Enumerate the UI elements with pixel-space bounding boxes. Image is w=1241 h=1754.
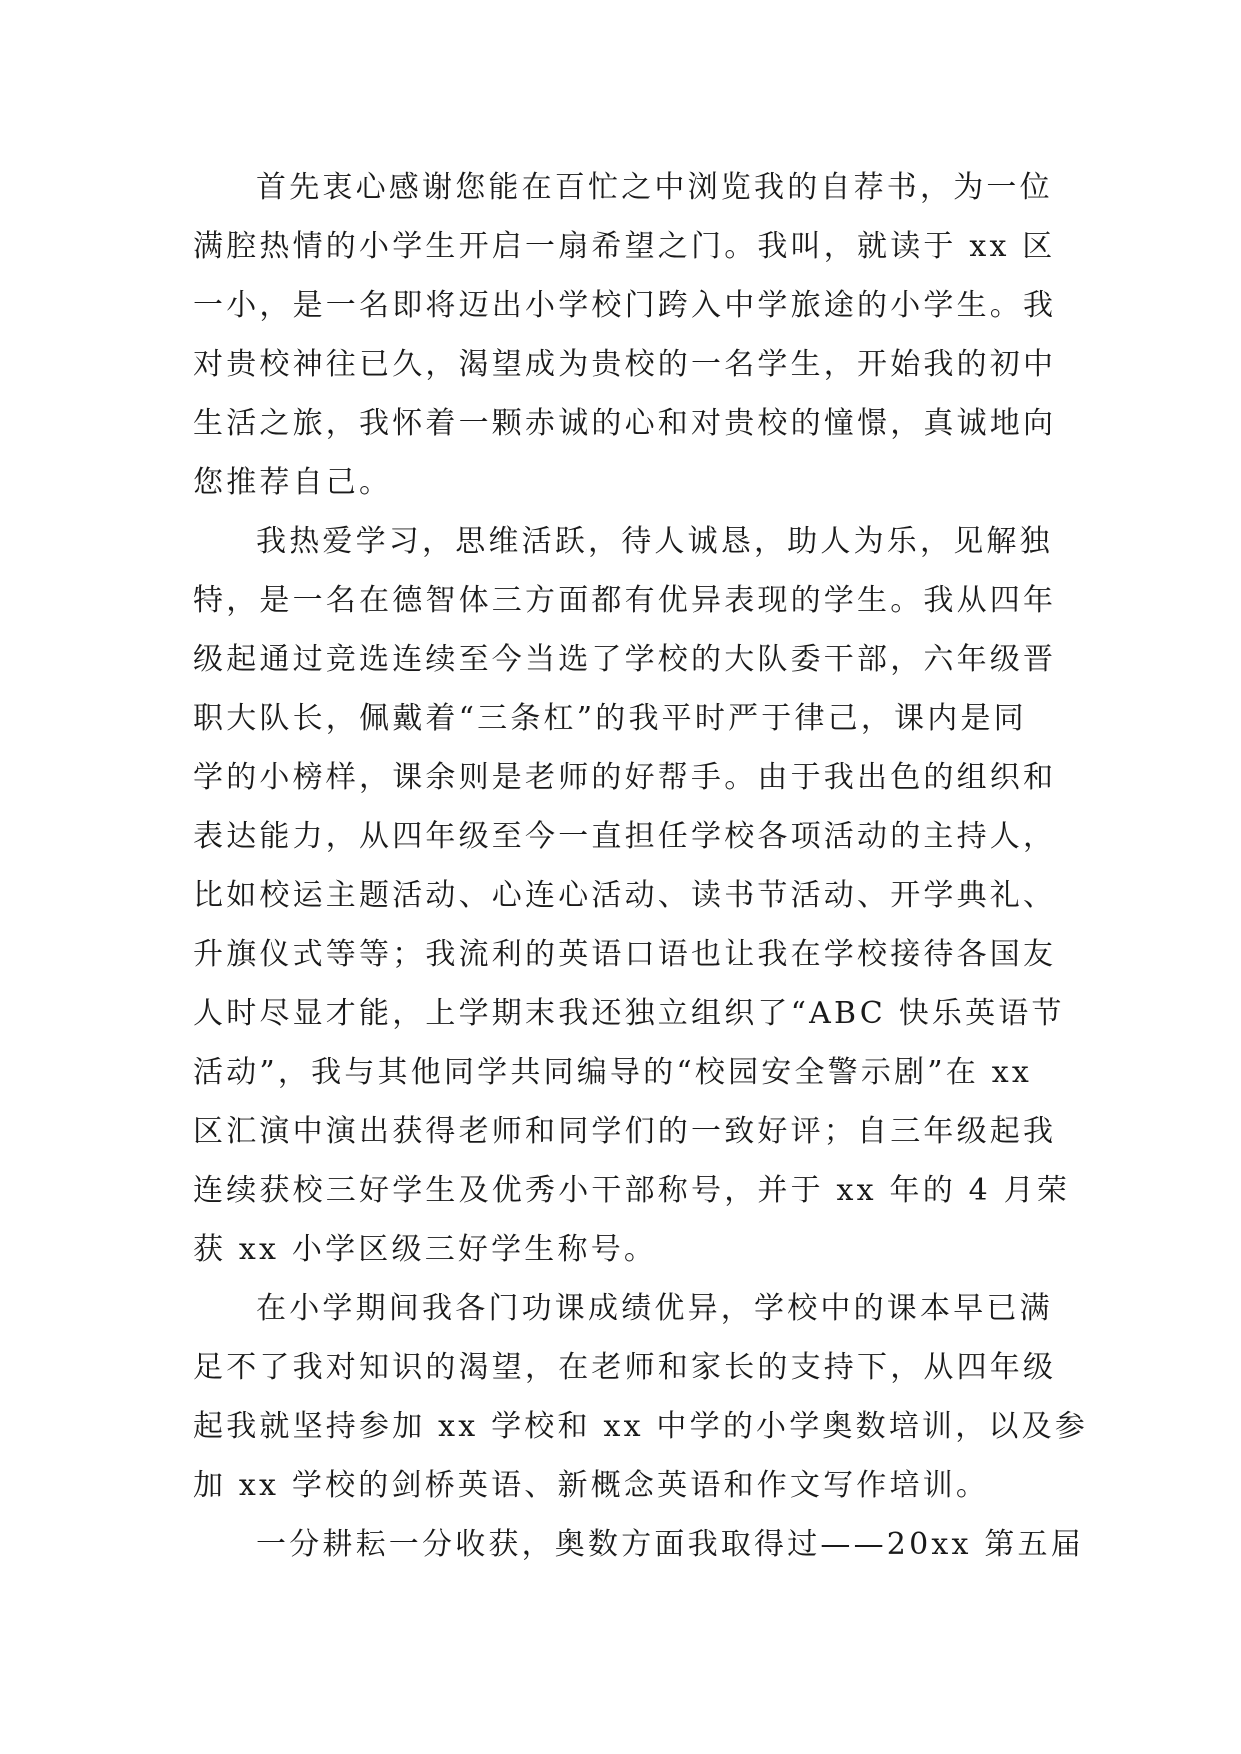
text-line: 连续获校三好学生及优秀小干部称号，并于 xx 年的 4 月荣 (193, 1173, 1071, 1208)
text-line: 职大队长，佩戴着“三条杠”的我平时严于律己，课内是同 (193, 701, 1027, 736)
text-line: 特，是一名在德智体三方面都有优异表现的学生。我从四年 (193, 583, 1057, 618)
text-line: 一小，是一名即将迈出小学校门跨入中学旅途的小学生。我 (193, 288, 1057, 323)
text-line: 加 xx 学校的剑桥英语、新概念英语和作文写作培训。 (193, 1468, 990, 1503)
document-body (193, 158, 1089, 1574)
text-line: 对贵校神往已久，渴望成为贵校的一名学生，开始我的初中 (193, 347, 1057, 382)
text-line: 您推荐自己。 (193, 465, 393, 500)
text-line: 满腔热情的小学生开启一扇希望之门。我叫，就读于 xx 区 (193, 229, 1056, 264)
paragraph-studies (193, 1279, 1089, 1515)
paragraph-intro (193, 158, 1057, 512)
text-line: 在小学期间我各门功课成绩优异，学校中的课本早已满 (256, 1291, 1053, 1326)
text-line: 生活之旅，我怀着一颗赤诚的心和对贵校的憧憬，真诚地向 (193, 406, 1057, 441)
text-line: 升旗仪式等等；我流利的英语口语也让我在学校接待各国友 (193, 937, 1057, 972)
text-line: 活动”，我与其他同学共同编导的“校园安全警示剧”在 xx (193, 1055, 1032, 1090)
text-line: 人时尽显才能，上学期末我还独立组织了“ABC 快乐英语节 (193, 996, 1065, 1031)
text-line: 级起通过竞选连续至今当选了学校的大队委干部，六年级晋 (193, 642, 1057, 677)
text-line: 首先衷心感谢您能在百忙之中浏览我的自荐书，为一位 (256, 170, 1053, 205)
text-line: 我热爱学习，思维活跃，待人诚恳，助人为乐，见解独 (256, 524, 1053, 559)
text-line: 一分耕耘一分收获，奥数方面我取得过——20xx 第五届 (256, 1527, 1084, 1562)
text-line: 足不了我对知识的渴望，在老师和家长的支持下，从四年级 (193, 1350, 1057, 1385)
text-line: 获 xx 小学区级三好学生称号。 (193, 1232, 658, 1267)
text-line: 区汇演中演出获得老师和同学们的一致好评；自三年级起我 (193, 1114, 1057, 1149)
text-line: 比如校运主题活动、心连心活动、读书节活动、开学典礼、 (193, 878, 1057, 913)
text-line: 表达能力，从四年级至今一直担任学校各项活动的主持人， (193, 819, 1057, 854)
paragraph-achievements (193, 512, 1071, 1279)
text-line: 学的小榜样，课余则是老师的好帮手。由于我出色的组织和 (193, 760, 1057, 795)
text-line: 起我就坚持参加 xx 学校和 xx 中学的小学奥数培训，以及参 (193, 1409, 1089, 1444)
paragraph-awards (193, 1515, 1084, 1574)
